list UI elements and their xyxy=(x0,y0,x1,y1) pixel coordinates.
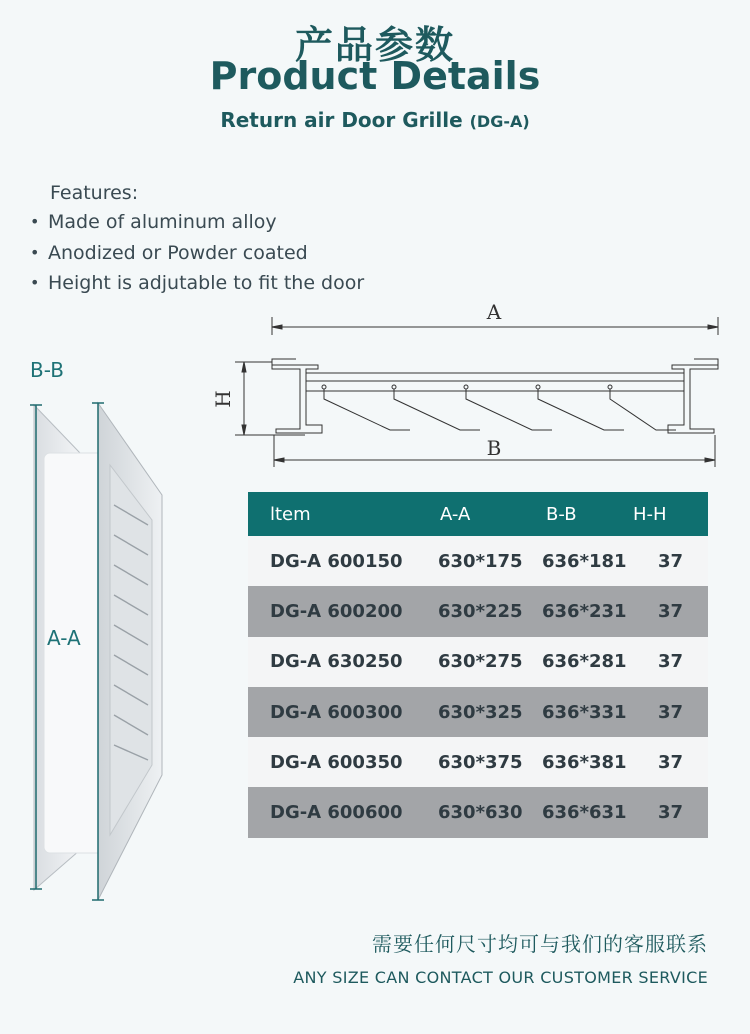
contact-note-chinese: 需要任何尺寸均可与我们的客服联系 xyxy=(372,932,708,956)
cell-bb: 636*181 xyxy=(528,536,633,586)
cell-item: DG-A 600150 xyxy=(248,536,422,586)
grille-illustration xyxy=(20,395,180,905)
contact-note: ANY SIZE CAN CONTACT OUR CUSTOMER SERVICE xyxy=(293,968,708,987)
cell-item: DG-A 600600 xyxy=(248,787,422,837)
cell-bb: 636*381 xyxy=(528,737,633,787)
column-header-aa: A-A xyxy=(422,492,528,536)
feature-item: • Height is adjutable to fit the door xyxy=(30,268,364,299)
cell-item: DG-A 630250 xyxy=(248,637,422,687)
product-name: Return air Door Grille xyxy=(220,108,463,132)
feature-item: • Made of aluminum alloy xyxy=(30,207,364,238)
cell-aa: 630*275 xyxy=(422,637,528,687)
cell-aa: 630*325 xyxy=(422,687,528,737)
cell-aa: 630*225 xyxy=(422,586,528,636)
spec-table xyxy=(248,492,708,838)
table-row xyxy=(248,687,708,737)
cell-item: DG-A 600300 xyxy=(248,687,422,737)
cell-aa: 630*630 xyxy=(422,787,528,837)
section-label-aa: A-A xyxy=(47,626,81,650)
page-title: Product Details xyxy=(209,54,541,98)
dimension-label-b: B xyxy=(486,436,502,460)
cross-section-diagram xyxy=(210,295,730,470)
feature-item: • Anodized or Powder coated xyxy=(30,238,364,269)
cell-bb: 636*231 xyxy=(528,586,633,636)
cell-aa: 630*175 xyxy=(422,536,528,586)
cell-hh: 37 xyxy=(633,787,708,837)
cell-hh: 37 xyxy=(633,536,708,586)
model-code: (DG-A) xyxy=(469,112,530,131)
cell-item: DG-A 600200 xyxy=(248,586,422,636)
cell-hh: 37 xyxy=(633,687,708,737)
table-header-row xyxy=(248,492,708,536)
cell-hh: 37 xyxy=(633,637,708,687)
dimension-label-h: H xyxy=(211,390,235,408)
cell-aa: 630*375 xyxy=(422,737,528,787)
dimension-label-a: A xyxy=(486,300,502,324)
cell-hh: 37 xyxy=(633,586,708,636)
column-header-hh: H-H xyxy=(633,492,708,536)
table-row xyxy=(248,536,708,586)
section-label-bb: B-B xyxy=(30,358,64,382)
column-header-bb: B-B xyxy=(528,492,633,536)
features-heading: Features: xyxy=(50,182,139,204)
table-row xyxy=(248,737,708,787)
table-row xyxy=(248,586,708,636)
cell-bb: 636*331 xyxy=(528,687,633,737)
page-title-chinese: 产品参数 xyxy=(294,23,455,67)
cell-bb: 636*631 xyxy=(528,787,633,837)
cell-item: DG-A 600350 xyxy=(248,737,422,787)
table-row xyxy=(248,787,708,837)
features-list xyxy=(30,207,364,299)
cell-hh: 37 xyxy=(633,737,708,787)
table-row xyxy=(248,637,708,687)
product-subtitle xyxy=(0,108,750,132)
cell-bb: 636*281 xyxy=(528,637,633,687)
column-header-item: ltem xyxy=(248,492,422,536)
